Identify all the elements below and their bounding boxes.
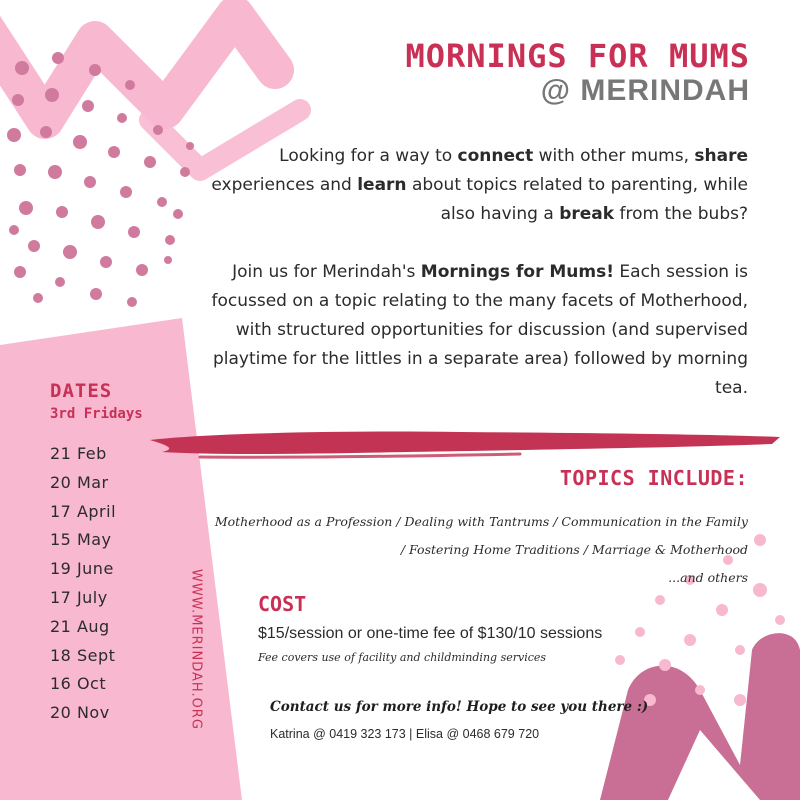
decorative-dot xyxy=(100,256,112,268)
topics-heading: TOPICS INCLUDE: xyxy=(559,466,748,490)
cost-note: Fee covers use of facility and childminding services xyxy=(258,651,547,664)
decorative-dot xyxy=(7,128,21,142)
decorative-dot xyxy=(153,125,163,135)
decorative-dot xyxy=(73,135,87,149)
decorative-dot xyxy=(91,215,105,229)
pink-brush-zigzag xyxy=(0,15,275,120)
decorative-dot xyxy=(9,225,19,235)
decorative-dot xyxy=(90,288,102,300)
title-main: MORNINGS FOR MUMS xyxy=(405,37,750,75)
body-text: Each session is focussed on a topic relating to the many facets of Motherhood, with structured opportunities for discussion (and supervised playtime for the littles in a separate area) followed by morning tea. xyxy=(211,262,748,398)
emphasis-text: break xyxy=(559,204,615,224)
date-item: 19 June xyxy=(50,559,114,579)
flyer-title xyxy=(405,38,750,108)
date-item: 16 Oct xyxy=(50,674,107,694)
topics-list xyxy=(208,508,748,592)
topics-line: Motherhood as a Profession / Dealing with Tantrums / Communication in the Family / Fostering Home Traditions / Marriage & Motherhood xyxy=(214,514,748,557)
dates-heading: DATES xyxy=(50,380,113,402)
emphasis-text: connect xyxy=(457,146,534,166)
decorative-dot xyxy=(12,94,24,106)
decorative-dot xyxy=(753,583,767,597)
cost-text: $15/session or one-time fee of $130/10 sessions xyxy=(258,625,603,642)
emphasis-text: learn xyxy=(357,175,407,195)
body-text: from the bubs? xyxy=(614,204,748,224)
decorative-dot xyxy=(754,534,766,546)
dates-subheading: 3rd Fridays xyxy=(50,406,143,422)
decorative-dot xyxy=(89,64,101,76)
contact-details: Katrina @ 0419 323 173 | Elisa @ 0468 679 720 xyxy=(270,727,540,741)
cost-heading: COST xyxy=(258,592,307,616)
date-item: 20 Mar xyxy=(50,472,109,492)
date-item: 17 July xyxy=(50,587,108,607)
decorative-dot xyxy=(655,595,665,605)
decorative-dot xyxy=(128,226,140,238)
dates-list xyxy=(50,440,116,728)
decorative-dot xyxy=(19,201,33,215)
decorative-dot xyxy=(695,685,705,695)
decorative-dot xyxy=(157,197,167,207)
title-subtitle: @ MERINDAH xyxy=(540,74,750,107)
date-item: 20 Nov xyxy=(50,703,110,723)
website-url: WWW.MERINDAH.ORG xyxy=(188,569,204,730)
decorative-dot xyxy=(55,277,65,287)
decorative-dot xyxy=(684,634,696,646)
emphasis-text: Mornings for Mums! xyxy=(420,262,614,282)
decorative-dot xyxy=(165,235,175,245)
decorative-dot xyxy=(125,80,135,90)
decorative-dot xyxy=(28,240,40,252)
decorative-dot xyxy=(716,604,728,616)
emphasis-text: share xyxy=(694,146,748,166)
decorative-dot xyxy=(56,206,68,218)
decorative-dot xyxy=(45,88,59,102)
mauve-brush-shape xyxy=(600,633,800,800)
body-text: Join us for Merindah's xyxy=(232,262,421,282)
decorative-dot xyxy=(40,126,52,138)
decorative-dot xyxy=(117,113,127,123)
decorative-dot xyxy=(734,694,746,706)
intro-paragraph-2 xyxy=(188,258,748,403)
body-text: with other mums, xyxy=(533,146,695,166)
intro-paragraph-1 xyxy=(188,142,748,229)
date-item: 17 April xyxy=(50,501,117,521)
decorative-dot xyxy=(63,245,77,259)
decorative-dot xyxy=(14,266,26,278)
decorative-dot xyxy=(136,264,148,276)
contact-text: Contact us for more info! Hope to see you there :) xyxy=(270,699,649,715)
decorative-dot xyxy=(127,297,137,307)
decorative-dot xyxy=(82,100,94,112)
date-item: 15 May xyxy=(50,530,112,550)
date-item: 21 Aug xyxy=(50,616,110,636)
body-text: experiences and xyxy=(211,175,358,195)
decorative-dot xyxy=(84,176,96,188)
decorative-dot xyxy=(164,256,172,264)
decorative-dot xyxy=(735,645,745,655)
decorative-dot xyxy=(14,164,26,176)
body-text: about topics related to parenting, while also having a xyxy=(406,175,748,224)
decorative-dot xyxy=(33,293,43,303)
red-brush-divider xyxy=(150,431,780,453)
decorative-dot xyxy=(775,615,785,625)
body-text: Looking for a way to xyxy=(279,146,458,166)
decorative-dot xyxy=(635,627,645,637)
decorative-dot xyxy=(52,52,64,64)
decorative-dot xyxy=(615,655,625,665)
decorative-dot xyxy=(144,156,156,168)
date-item: 18 Sept xyxy=(50,645,116,665)
decorative-dot xyxy=(108,146,120,158)
decorative-dot xyxy=(48,165,62,179)
topics-others: ...and others xyxy=(668,570,748,585)
decorative-dot xyxy=(15,61,29,75)
decorative-dot xyxy=(659,659,671,671)
red-brush-divider-streak xyxy=(200,454,520,457)
decorative-dot xyxy=(120,186,132,198)
decorative-dot xyxy=(173,209,183,219)
date-item: 21 Feb xyxy=(50,444,107,463)
